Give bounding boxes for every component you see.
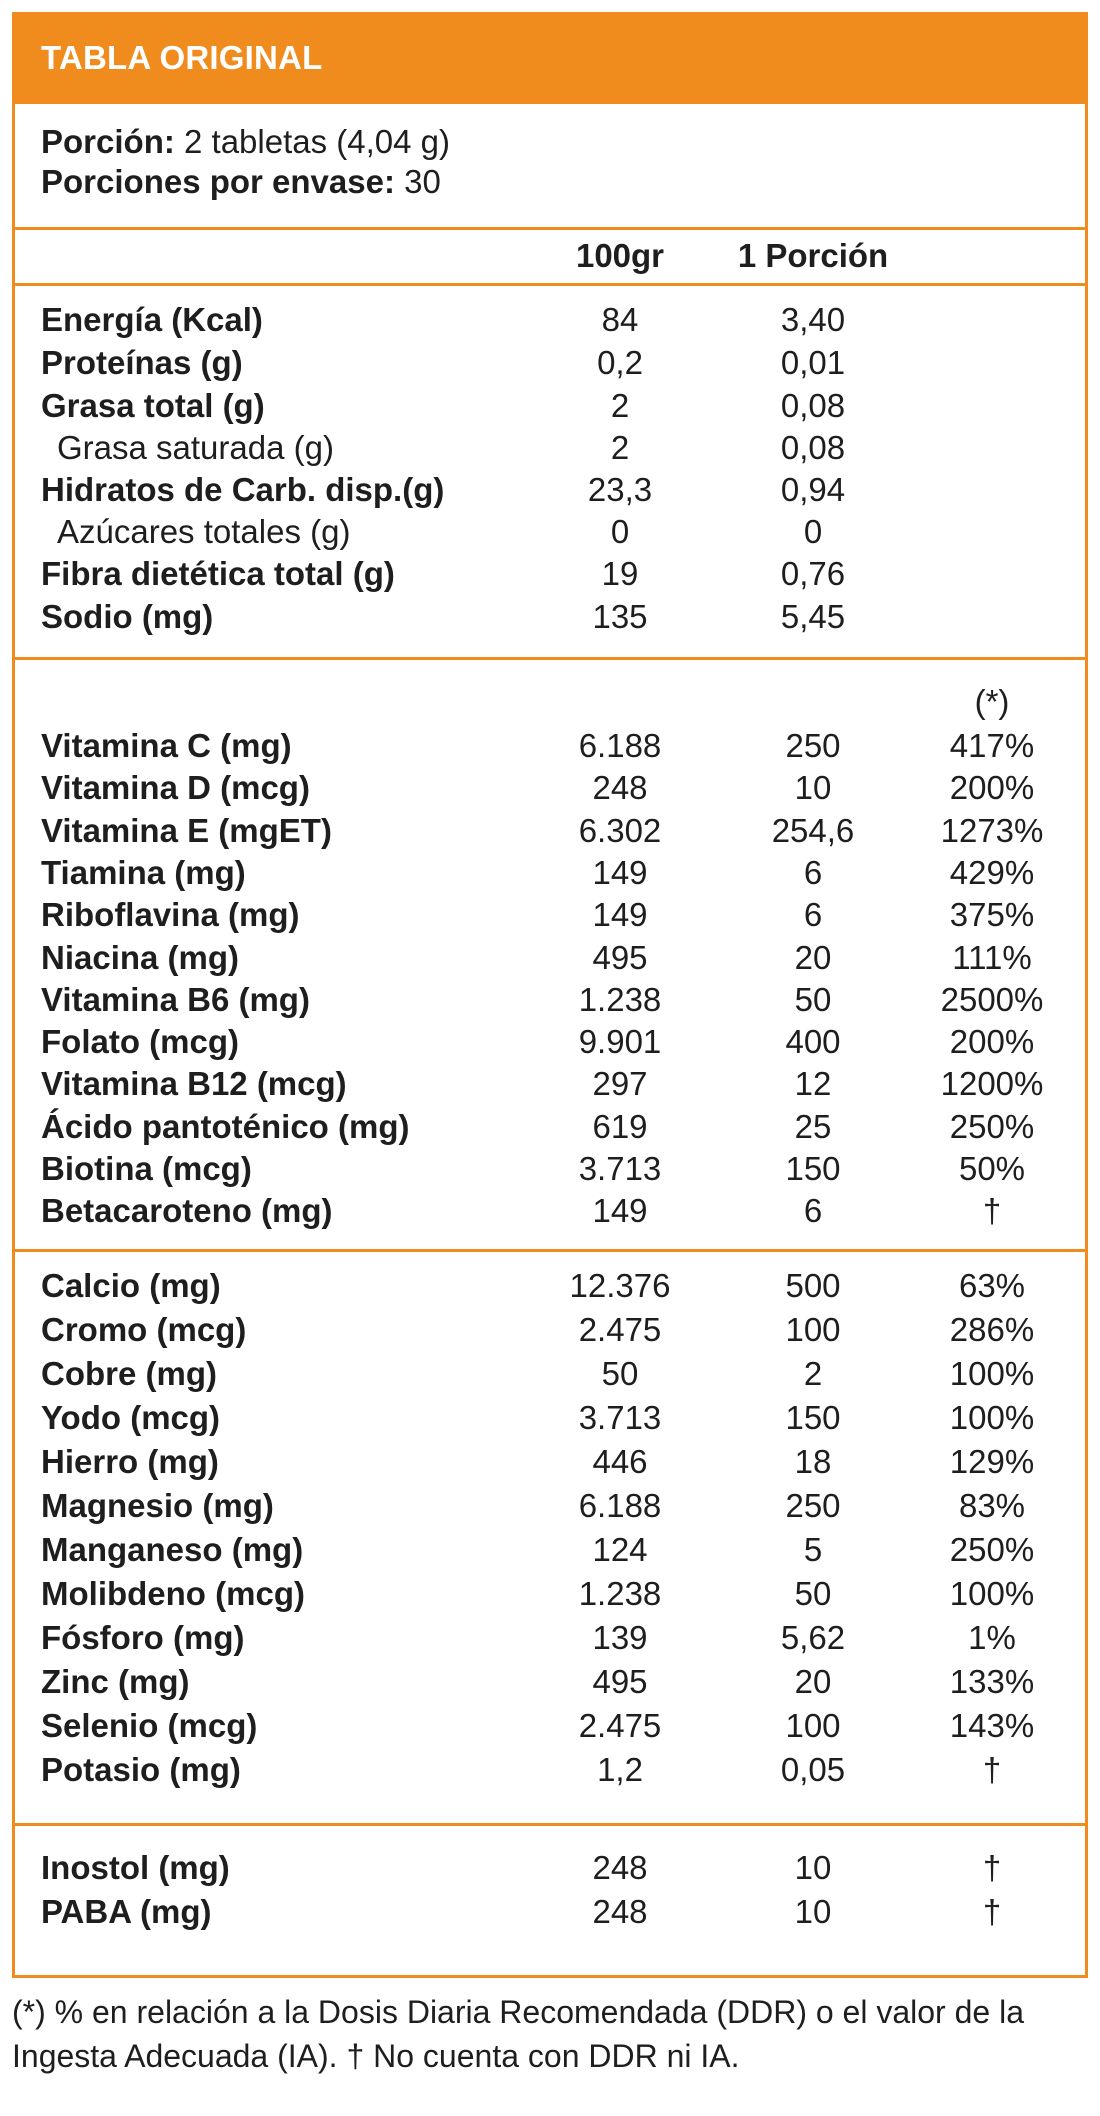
nutrient-label: Ácido pantoténico (mg) (41, 1108, 410, 1145)
value-100gr: 619 (592, 1108, 648, 1145)
value-portion: 0 (803, 513, 823, 550)
table-row (15, 1619, 1085, 1659)
value-portion: 5,62 (780, 1619, 846, 1656)
nutrient-label: Vitamina B6 (mg) (41, 981, 310, 1018)
value-100gr: 12.376 (569, 1267, 671, 1304)
value-100gr: 149 (592, 854, 648, 891)
value-100gr: 1.238 (578, 1575, 662, 1612)
value-portion: 0,08 (780, 429, 846, 466)
nutrient-label: Calcio (mg) (41, 1267, 221, 1304)
nutrient-label: Vitamina E (mgET) (41, 812, 332, 849)
value-portion: 25 (794, 1108, 832, 1145)
value-percent: 200% (949, 769, 1035, 806)
table-row (15, 981, 1085, 1021)
nutrient-label: Vitamina D (mcg) (41, 769, 310, 806)
divider (15, 227, 1085, 230)
value-percent: † (982, 1893, 1002, 1930)
value-portion: 250 (785, 727, 841, 764)
value-100gr: 50 (601, 1355, 639, 1392)
nutrient-label: Grasa total (g) (41, 387, 265, 424)
table-row (15, 896, 1085, 936)
value-100gr: 135 (592, 598, 648, 635)
table-row (15, 1707, 1085, 1747)
table-row (15, 1355, 1085, 1395)
table-row (15, 812, 1085, 852)
title-bar (15, 15, 1085, 104)
serving-size-value: 2 tabletas (4,04 g) (174, 123, 451, 160)
value-100gr: 0 (610, 513, 630, 550)
divider (15, 283, 1085, 286)
table-row (15, 1751, 1085, 1791)
value-portion: 2 (803, 1355, 823, 1392)
value-100gr: 149 (592, 1192, 648, 1229)
servings-per-pack (41, 163, 441, 201)
value-portion: 10 (794, 1849, 832, 1886)
table-row (15, 1487, 1085, 1527)
nutrient-label: Molibdeno (mcg) (41, 1575, 305, 1612)
divider (15, 1249, 1085, 1252)
value-percent: 1200% (940, 1065, 1044, 1102)
value-percent: 50% (958, 1150, 1026, 1187)
value-portion: 400 (785, 1023, 841, 1060)
column-header-portion: 1 Porción (737, 237, 889, 274)
value-percent: 100% (949, 1355, 1035, 1392)
nutrient-label: Hidratos de Carb. disp.(g) (41, 471, 445, 508)
value-portion: 6 (803, 854, 823, 891)
value-percent: 111% (952, 939, 1032, 976)
table-row (15, 1893, 1085, 1933)
value-percent: 83% (958, 1487, 1026, 1524)
nutrient-label: Vitamina B12 (mcg) (41, 1065, 347, 1102)
value-percent: 133% (949, 1663, 1035, 1700)
value-portion: 5 (803, 1531, 823, 1568)
value-portion: 6 (803, 896, 823, 933)
value-percent: 417% (949, 727, 1035, 764)
value-portion: 0,01 (780, 344, 846, 381)
nutrient-label: Biotina (mcg) (41, 1150, 252, 1187)
value-100gr: 2.475 (578, 1311, 662, 1348)
nutrient-label: Proteínas (g) (41, 344, 243, 381)
column-header-100gr: 100gr (575, 237, 665, 274)
table-row (15, 598, 1085, 638)
value-100gr: 149 (592, 896, 648, 933)
table-row (15, 727, 1085, 767)
value-percent: 250% (949, 1108, 1035, 1145)
nutrient-label: Selenio (mcg) (41, 1707, 258, 1744)
table-row (15, 555, 1085, 595)
value-percent: 2500% (940, 981, 1044, 1018)
nutrient-label: Sodio (mg) (41, 598, 214, 635)
value-percent: 129% (949, 1443, 1035, 1480)
table-row (15, 471, 1085, 511)
value-percent: 100% (949, 1399, 1035, 1436)
value-portion: 50 (794, 981, 832, 1018)
value-portion: 250 (785, 1487, 841, 1524)
value-percent: 1273% (940, 812, 1044, 849)
value-percent: † (982, 1849, 1002, 1886)
value-100gr: 297 (592, 1065, 648, 1102)
percent-header: (*) (974, 683, 1010, 720)
value-portion: 6 (803, 1192, 823, 1229)
nutrient-label: Zinc (mg) (41, 1663, 190, 1700)
value-100gr: 84 (601, 301, 639, 338)
value-percent: 143% (949, 1707, 1035, 1744)
nutrient-label: Folato (mcg) (41, 1023, 239, 1060)
nutrient-label: Hierro (mg) (41, 1443, 219, 1480)
value-portion: 12 (794, 1065, 832, 1102)
value-100gr: 0,2 (597, 344, 643, 381)
nutrient-label: Energía (Kcal) (41, 301, 263, 338)
nutrient-label: Potasio (mg) (41, 1751, 241, 1788)
value-100gr: 2 (610, 387, 630, 424)
value-portion: 100 (785, 1707, 841, 1744)
table-row (15, 1443, 1085, 1483)
nutrient-label: Fósforo (mg) (41, 1619, 245, 1656)
value-100gr: 446 (592, 1443, 648, 1480)
servings-per-pack-label: Porciones por envase: (41, 163, 395, 200)
table-row (15, 513, 1085, 553)
value-portion: 0,05 (780, 1751, 846, 1788)
table-row (15, 1849, 1085, 1889)
value-100gr: 3.713 (578, 1399, 662, 1436)
value-percent: 200% (949, 1023, 1035, 1060)
value-portion: 20 (794, 939, 832, 976)
serving-size-label: Porción: (41, 123, 175, 160)
table-title: TABLA ORIGINAL (41, 39, 323, 76)
value-100gr: 9.901 (578, 1023, 662, 1060)
value-percent: † (982, 1751, 1002, 1788)
value-100gr: 248 (592, 769, 648, 806)
value-100gr: 23,3 (587, 471, 653, 508)
value-100gr: 3.713 (578, 1150, 662, 1187)
nutrient-label: Tiamina (mg) (41, 854, 246, 891)
value-percent: 429% (949, 854, 1035, 891)
nutrient-label: Cromo (mcg) (41, 1311, 247, 1348)
value-100gr: 2.475 (578, 1707, 662, 1744)
value-100gr: 495 (592, 939, 648, 976)
value-100gr: 1,2 (597, 1751, 643, 1788)
table-row (15, 429, 1085, 469)
table-row (15, 344, 1085, 384)
value-portion: 254,6 (771, 812, 855, 849)
nutrient-label: PABA (mg) (41, 1893, 212, 1930)
table-row (15, 1531, 1085, 1571)
value-portion: 50 (794, 1575, 832, 1612)
table-row (15, 1399, 1085, 1439)
table-row (15, 1108, 1085, 1148)
table-row (15, 1311, 1085, 1351)
footnote: (*) % en relación a la Dosis Diaria Recomendada (DDR) o el valor de la Ingesta Adecuada (IA). † No cuenta con DDR ni IA. (12, 1994, 1024, 2074)
value-100gr: 6.188 (578, 1487, 662, 1524)
table-row (15, 854, 1085, 894)
table-row (15, 1065, 1085, 1105)
value-percent: 286% (949, 1311, 1035, 1348)
nutrient-label: Azúcares totales (g) (57, 513, 351, 550)
value-percent: 250% (949, 1531, 1035, 1568)
nutrient-label: Vitamina C (mg) (41, 727, 292, 764)
value-portion: 0,08 (780, 387, 846, 424)
value-portion: 5,45 (780, 598, 846, 635)
divider (15, 657, 1085, 660)
value-portion: 18 (794, 1443, 832, 1480)
table-row (15, 301, 1085, 341)
value-100gr: 19 (601, 555, 639, 592)
table-row (15, 1023, 1085, 1063)
nutrient-label: Cobre (mg) (41, 1355, 217, 1392)
table-row (15, 387, 1085, 427)
table-row (15, 1575, 1085, 1615)
value-portion: 20 (794, 1663, 832, 1700)
value-portion: 0,76 (780, 555, 846, 592)
nutrition-table (12, 12, 1088, 1978)
value-100gr: 6.302 (578, 812, 662, 849)
value-portion: 150 (785, 1399, 841, 1436)
serving-size (41, 123, 450, 161)
table-row (15, 1192, 1085, 1232)
value-100gr: 495 (592, 1663, 648, 1700)
nutrient-label: Inostol (mg) (41, 1849, 230, 1886)
nutrient-label: Grasa saturada (g) (57, 429, 334, 466)
divider (15, 1823, 1085, 1826)
value-100gr: 248 (592, 1893, 648, 1930)
value-portion: 10 (794, 769, 832, 806)
table-row (15, 1663, 1085, 1703)
value-percent: † (982, 1192, 1002, 1229)
nutrient-label: Niacina (mg) (41, 939, 240, 976)
value-100gr: 1.238 (578, 981, 662, 1018)
value-100gr: 248 (592, 1849, 648, 1886)
servings-per-pack-value: 30 (394, 163, 441, 200)
nutrient-label: Fibra dietética total (g) (41, 555, 395, 592)
nutrient-label: Manganeso (mg) (41, 1531, 304, 1568)
table-row (15, 769, 1085, 809)
value-100gr: 2 (610, 429, 630, 466)
value-portion: 10 (794, 1893, 832, 1930)
value-portion: 500 (785, 1267, 841, 1304)
value-100gr: 124 (592, 1531, 648, 1568)
nutrient-label: Magnesio (mg) (41, 1487, 274, 1524)
value-percent: 375% (949, 896, 1035, 933)
value-percent: 63% (958, 1267, 1026, 1304)
value-portion: 150 (785, 1150, 841, 1187)
table-row (15, 939, 1085, 979)
table-row (15, 1150, 1085, 1190)
value-percent: 1% (968, 1619, 1016, 1656)
nutrient-label: Yodo (mcg) (41, 1399, 221, 1436)
value-100gr: 6.188 (578, 727, 662, 764)
value-portion: 3,40 (780, 301, 846, 338)
value-percent: 100% (949, 1575, 1035, 1612)
value-portion: 100 (785, 1311, 841, 1348)
value-portion: 0,94 (780, 471, 846, 508)
value-100gr: 139 (592, 1619, 648, 1656)
table-row (15, 1267, 1085, 1307)
nutrient-label: Betacaroteno (mg) (41, 1192, 333, 1229)
nutrient-label: Riboflavina (mg) (41, 896, 300, 933)
